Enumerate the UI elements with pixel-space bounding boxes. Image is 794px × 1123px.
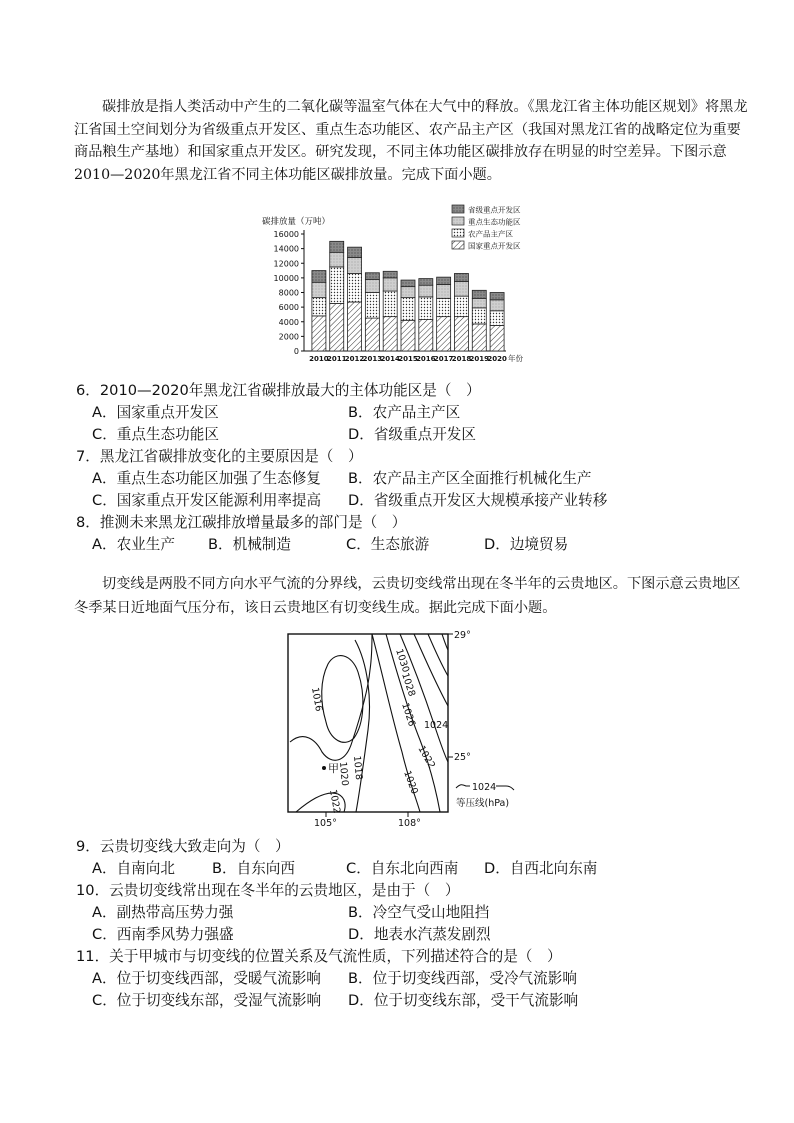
x-tick-label: 2018 (451, 355, 472, 363)
question-option[interactable]: A．自南向北 (92, 860, 175, 877)
question-option[interactable]: C．重点生态功能区 (92, 426, 219, 443)
intro-paragraph-1: 碳排放是指人类活动中产生的二氧化碳等温室气体在大气中的释放。《黑龙江省主体功能区规划》将黑龙江省国土空间划分为省级重点开发区、重点生态功能区、农产品主产区（我国对黑龙江省的战略定位为重要商品粮生产基地）和国家重点开发区。研究发现，不同主体功能区碳排放存在明显的时空差异。下图示意2010—2020年黑龙江省不同主体功能区碳排放量。完成下面小题。 (74, 99, 748, 183)
lat-label-29: 29° (454, 630, 471, 641)
question-option[interactable]: A．位于切变线西部，受暖气流影响 (92, 970, 321, 987)
isobar-label: 1028 (399, 671, 418, 698)
x-tick-label: 2015 (398, 355, 418, 363)
city-jia-label: 甲 (328, 762, 339, 775)
question-option[interactable]: C．西南季风势力强盛 (92, 926, 234, 943)
question-option[interactable]: D．省级重点开发区 (348, 426, 476, 443)
question-stem: 10．云贵切变线常出现在冬半年的云贵地区，是由于（ ） (76, 882, 460, 899)
isobar-label: 1020 (337, 761, 351, 787)
question-option[interactable]: C．生态旅游 (346, 536, 430, 553)
lon-label-108: 108° (398, 818, 421, 829)
isobar-label: 1030 (393, 647, 412, 674)
legend-label: 等压线(hPa) (456, 798, 510, 809)
question-option[interactable]: D．地表水汽蒸发剧烈 (348, 926, 491, 943)
question-option[interactable]: D．自西北向东南 (484, 860, 598, 877)
y-tick-label: 4000 (278, 317, 299, 327)
x-tick-label: 2011 (326, 355, 347, 363)
legend-label: 省级重点开发区 (468, 205, 521, 215)
question-stem: 6．2010—2020年黑龙江省碳排放最大的主体功能区是（ ） (76, 382, 481, 399)
lat-label-25: 25° (454, 752, 471, 763)
isobar-label: 1016 (309, 686, 325, 713)
x-tick-label: 2016 (416, 355, 436, 363)
isobar-1024 (400, 634, 448, 762)
isobar-1030 (442, 634, 448, 650)
question-stem: 7．黑龙江省碳排放变化的主要原因是（ ） (76, 448, 363, 465)
question-option[interactable]: B．冷空气受山地阻挡 (348, 904, 490, 921)
isobar-1026 (414, 634, 448, 706)
lon-label-105: 105° (314, 818, 337, 829)
question-option[interactable]: A．重点生态功能区加强了生态修复 (92, 470, 321, 487)
question-option[interactable]: C．国家重点开发区能源利用率提高 (92, 492, 322, 509)
isobar-1018 (290, 634, 372, 760)
question-stem: 8．推测未来黑龙江碳排放增量最多的部门是（ ） (76, 514, 407, 531)
question-option[interactable]: D．省级重点开发区大规模承接产业转移 (348, 492, 608, 509)
question-option[interactable]: A．副热带高压势力强 (92, 904, 234, 921)
question-stem: 11．关于甲城市与切变线的位置关系及气流性质，下列描述符合的是（ ） (76, 948, 562, 965)
x-tick-label: 2014 (380, 355, 400, 363)
x-tick-label: 2017 (433, 355, 454, 363)
x-axis-label: 年份 (508, 354, 523, 363)
x-tick-label: 2012 (344, 355, 365, 363)
x-tick-label: 2010 (309, 355, 329, 363)
y-tick-label: 2000 (278, 332, 299, 342)
question-option[interactable]: A．国家重点开发区 (92, 404, 219, 421)
question-option[interactable]: B．农产品主产区 (348, 404, 461, 421)
isobar-1016-closed (322, 656, 363, 743)
question-option[interactable]: B．自东向西 (212, 860, 295, 877)
x-tick-label: 2013 (362, 355, 383, 363)
isobar-label: 1022 (415, 744, 438, 771)
isobar-1028 (428, 634, 448, 676)
y-tick-label: 12000 (273, 259, 299, 269)
legend-label: 国家重点开发区 (468, 241, 521, 251)
question-option[interactable]: B．位于切变线西部，受冷气流影响 (348, 970, 577, 987)
y-axis-label: 碳排放量（万吨） (262, 217, 331, 227)
isobar-label: 1026 (399, 701, 418, 728)
question-option[interactable]: D．边境贸易 (484, 536, 569, 553)
question-option[interactable]: D．位于切变线东部，受干气流影响 (348, 992, 579, 1009)
legend-value: 1024 (472, 782, 497, 793)
question-option[interactable]: B．农产品主产区全面推行机械化生产 (348, 470, 592, 487)
y-tick-label: 14000 (273, 244, 299, 254)
question-stem: 9．云贵切变线大致走向为（ ） (76, 838, 290, 855)
y-tick-label: 8000 (278, 288, 299, 298)
legend-isobar-line (456, 785, 470, 788)
y-tick-label: 16000 (273, 230, 299, 239)
y-tick-label: 6000 (278, 303, 299, 313)
question-option[interactable]: C．位于切变线东部，受湿气流影响 (92, 992, 322, 1009)
y-tick-label: 0 (293, 347, 299, 356)
city-jia-marker (322, 766, 326, 770)
isobar-label: 1022 (327, 788, 343, 815)
x-tick-label: 2020 (487, 355, 507, 363)
question-option[interactable]: A．农业生产 (92, 536, 175, 553)
legend-label: 重点生态功能区 (468, 217, 521, 227)
legend-label: 农产品主产区 (468, 229, 513, 239)
isobar-label: 1020 (401, 769, 420, 796)
isobar-label: 1018 (351, 755, 365, 781)
question-option[interactable]: C．自东北向西南 (346, 860, 459, 877)
isobar-label: 1024 (424, 720, 449, 731)
intro-paragraph-2: 切变线是两股不同方向水平气流的分界线，云贵切变线常出现在冬半年的云贵地区。下图示意云贵地区冬季某日近地面气压分布，该日云贵地区有切变线生成。据此完成下面小题。 (74, 576, 741, 616)
y-tick-label: 10000 (273, 273, 299, 283)
question-option[interactable]: B．机械制造 (208, 536, 291, 553)
x-tick-label: 2019 (469, 355, 490, 363)
